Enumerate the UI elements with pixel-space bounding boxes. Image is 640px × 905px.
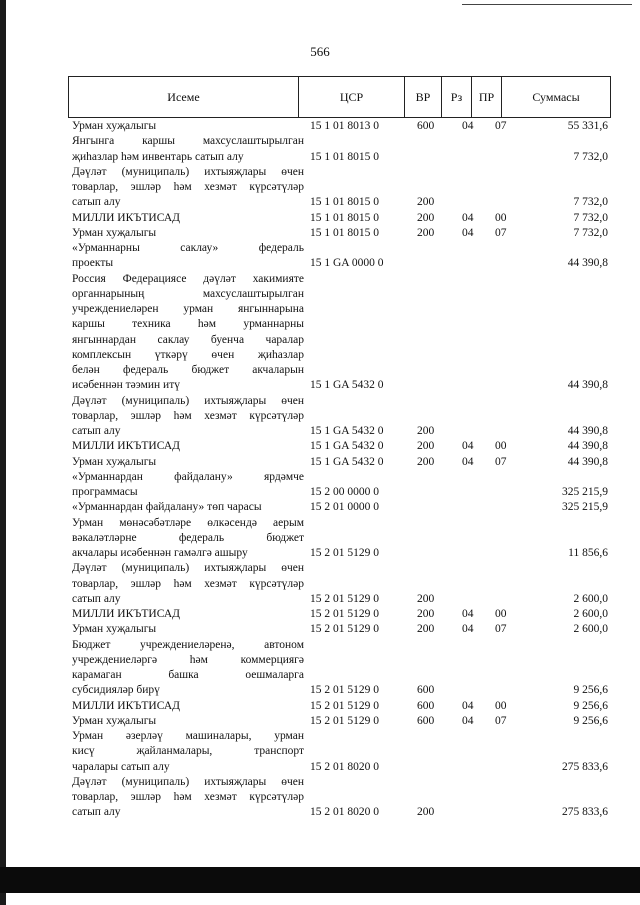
table-row [72,165,612,211]
row-name-line: «Урманнарны саклау» федераль [72,242,304,254]
row-name-line: МИЛЛИ ИКЪТИСАД [72,440,180,453]
row-name [72,165,304,211]
row-csr: 15 2 01 5129 0 [310,547,379,559]
row-vr: 200 [417,425,435,437]
row-sum: 2 600,0 [573,623,608,636]
row-name-line: исәбеннән тәэмин итү [72,379,180,392]
row-sum: 11 856,6 [568,547,608,559]
row-vr: 600 [417,714,435,727]
table-row [72,775,612,821]
row-name-line: Дәүләт (муниципаль) ихтыяҗлары өчен [72,775,304,788]
row-csr: 15 1 01 8013 0 [310,120,379,132]
row-sum: 9 256,6 [573,714,608,727]
row-name [72,516,304,562]
table-row [72,638,612,699]
row-csr: 15 1 01 8015 0 [310,196,379,209]
row-csr: 15 2 01 5129 0 [310,714,379,727]
row-pr: 00 [495,440,507,453]
row-name-line: Урман хуҗалыгы [72,120,157,132]
row-name-line: программасы [72,486,138,498]
table-row [72,516,612,562]
row-pr: 00 [495,211,507,224]
header-name: Исеме [69,77,299,117]
table-row [72,272,612,394]
page-number: 566 [310,44,330,59]
row-name [72,622,304,637]
row-rz: 04 [462,714,474,727]
row-csr: 15 2 01 5129 0 [310,623,379,636]
header-csr: ЦСР [299,77,405,117]
row-csr: 15 2 01 5129 0 [310,699,379,712]
row-name [72,272,304,394]
table-row [72,439,612,454]
row-name-line: сатып алу [72,806,121,819]
row-csr: 15 2 01 5129 0 [310,684,379,697]
row-vr: 200 [417,211,435,224]
row-name-line: чаралары сатып алу [72,760,170,773]
table-row [72,607,612,622]
row-pr: 07 [495,226,507,239]
row-name-line: «Урманнардан файдалану» төп чарасы [72,501,262,514]
row-name-line: Янгынга каршы махсуслаштырылган [72,135,304,148]
row-name [72,500,304,515]
table-row [72,455,612,470]
row-csr: 15 2 01 8020 0 [310,806,379,819]
row-csr: 15 1 GA 5432 0 [310,440,384,453]
row-name-line: учреждениеләрен урман янгыннарына [72,303,304,315]
row-name-line: Урман хуҗалыгы [72,714,157,727]
row-sum: 275 833,6 [562,760,608,773]
row-sum: 7 732,0 [573,211,608,224]
row-name-line: каршы техника һәм урманнарны [72,318,304,331]
row-name-line: товарлар, эшләр һәм хезмәт күрсәтүләр [72,181,304,193]
row-vr: 200 [417,592,435,605]
row-name-line: товарлар, эшләр һәм хезмәт күрсәтүләр [72,409,304,422]
row-sum: 55 331,6 [567,120,608,132]
row-sum: 44 390,8 [567,455,608,468]
row-name-line: Урман хуҗалыгы [72,623,157,636]
row-rz: 04 [462,623,474,636]
row-name-line: сатып алу [72,592,121,605]
row-name-line: органнарының махсуслаштырылган [72,287,304,300]
row-csr: 15 1 01 8015 0 [310,211,379,224]
row-name [72,729,304,775]
row-vr: 200 [417,806,435,819]
row-name-line: Урман хуҗалыгы [72,226,157,239]
row-csr: 15 1 GA 5432 0 [310,379,384,392]
row-rz: 04 [462,120,474,132]
row-csr: 15 2 00 0000 0 [310,486,379,498]
row-rz: 04 [462,455,474,468]
row-name [72,119,304,134]
row-name-line: Урман мөнәсәбәтләре өлкәсендә аерым [72,516,304,529]
row-name-line: Дәүләт (муниципаль) ихтыяҗлары өчен [72,562,304,575]
row-name-line: Дәүләт (муниципаль) ихтыяҗлары өчен [72,394,304,407]
scan-top-line [462,4,632,5]
row-name-line: учреждениеләргә һәм коммерциягә [72,653,304,666]
row-vr: 200 [417,226,435,239]
table-header [68,76,611,118]
row-vr: 200 [417,440,435,453]
row-sum: 2 600,0 [573,592,608,605]
table-row [72,119,612,134]
row-name-line: кисү җайланмалары, транспорт [72,745,304,758]
header-pr: ПР [472,77,502,117]
header-sum: Суммасы [532,89,580,104]
row-rz: 04 [462,440,474,453]
row-pr: 07 [495,120,507,132]
row-name [72,226,304,241]
row-name [72,638,304,699]
row-name [72,394,304,440]
row-sum: 44 390,8 [567,440,608,453]
row-rz: 04 [462,699,474,712]
row-sum: 275 833,6 [562,806,608,819]
row-name [72,714,304,729]
row-name [72,699,304,714]
row-name-line: акчалары исәбеннән гамәлгә ашыру [72,547,248,559]
row-sum: 2 600,0 [573,608,608,620]
table-row [72,241,612,272]
row-name-line: вәкаләтләрне федераль бюджет [72,531,304,544]
row-name [72,241,304,272]
header-vr: ВР [405,77,442,117]
row-csr: 15 1 GA 0000 0 [310,257,384,270]
row-name-line: проекты [72,257,114,270]
scan-left-edge [0,0,6,905]
row-name-line: товарлар, эшләр һәм хезмәт күрсәтүләр [72,577,304,590]
row-name [72,561,304,607]
row-name-line: сатып алу [72,425,121,437]
row-pr: 00 [495,608,507,620]
row-csr: 15 1 01 8015 0 [310,226,379,239]
table-row [72,394,612,440]
table-row [72,729,612,775]
scan-bottom-edge [0,867,640,893]
header-rz: Рз [442,77,472,117]
table-row [72,699,612,714]
row-name-line: МИЛЛИ ИКЪТИСАД [72,608,180,620]
row-name-line: сатып алу [72,196,121,209]
row-name [72,607,304,622]
row-name-line: карамаган башка оешмаларга [72,669,304,681]
row-name-line: Дәүләт (муниципаль) ихтыяҗлары өчен [72,165,304,178]
table-row [72,561,612,607]
row-vr: 200 [417,623,435,636]
row-sum: 7 732,0 [573,150,608,163]
table-row [72,134,612,165]
row-vr: 200 [417,608,435,620]
row-vr: 600 [417,120,435,132]
row-vr: 200 [417,196,435,209]
row-name [72,134,304,165]
row-name-line: МИЛЛИ ИКЪТИСАД [72,699,180,712]
row-name [72,470,304,501]
row-name-line: янгыннардан саклау буенча чаралар [72,333,304,346]
row-name-line: Урман әзерләү машиналары, урман [72,730,304,742]
table-row [72,211,612,226]
row-name [72,211,304,226]
row-sum: 325 215,9 [562,486,608,498]
row-csr: 15 2 01 5129 0 [310,592,379,605]
row-name-line: товарлар, эшләр һәм хезмәт күрсәтүләр [72,791,304,803]
row-name-line: Бюджет учреждениеләренә, автоном [72,638,304,651]
row-name [72,439,304,454]
row-sum: 325 215,9 [562,501,608,514]
row-csr: 15 1 GA 5432 0 [310,455,384,468]
row-name-line: җиһазлар һәм инвентарь сатып алу [72,150,244,163]
row-name-line: МИЛЛИ ИКЪТИСАД [72,211,180,224]
table-row [72,226,612,241]
row-sum: 9 256,6 [573,684,608,697]
row-name-line: комплексын үткәрү өчен җиһазлар [72,348,304,361]
row-sum: 7 732,0 [573,196,608,209]
row-csr: 15 2 01 8020 0 [310,760,379,773]
row-vr: 600 [417,684,435,697]
table-row [72,500,612,515]
row-pr: 07 [495,623,507,636]
row-sum: 44 390,8 [567,379,608,392]
row-name-line: белән федераль бюджет акчаларын [72,364,304,376]
row-sum: 44 390,8 [567,257,608,270]
row-sum: 7 732,0 [573,226,608,239]
row-name [72,775,304,821]
row-rz: 04 [462,226,474,239]
row-name-line: «Урманнардан файдалану» ярдәмче [72,470,304,483]
table-body [72,119,612,821]
row-name [72,455,304,470]
table-row [72,622,612,637]
table-row [72,470,612,501]
row-csr: 15 1 GA 5432 0 [310,425,384,437]
row-rz: 04 [462,211,474,224]
row-pr: 00 [495,699,507,712]
row-vr: 200 [417,455,435,468]
row-name-line: Урман хуҗалыгы [72,455,157,468]
row-pr: 07 [495,714,507,727]
row-name-line: субсидияләр бирү [72,684,160,697]
row-vr: 600 [417,699,435,712]
row-rz: 04 [462,608,474,620]
table-row [72,714,612,729]
row-csr: 15 2 01 0000 0 [310,501,379,514]
row-csr: 15 1 01 8015 0 [310,150,379,163]
row-name-line: Россия Федерациясе дәүләт хакимияте [72,272,304,285]
row-sum: 44 390,8 [567,425,608,437]
row-csr: 15 2 01 5129 0 [310,608,379,620]
row-sum: 9 256,6 [573,699,608,712]
row-pr: 07 [495,455,507,468]
